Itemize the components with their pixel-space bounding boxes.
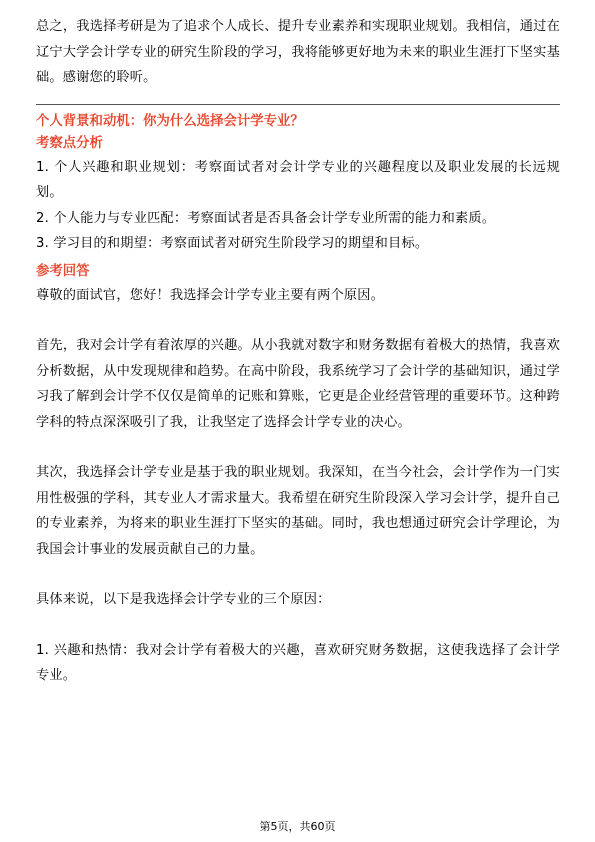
- page-content: [36, 14, 560, 689]
- page-number-footer: 第5页，共60页: [259, 820, 336, 833]
- intro-paragraph: 总之，我选择考研是为了追求个人成长、提升专业素养和实现职业规划。我相信，通过在辽宁大学会计学专业的研究生阶段的学习，我将能够更好地为未来的职业生涯打下坚实基础。感谢您的聆听。: [36, 19, 560, 85]
- spacer: [36, 435, 560, 460]
- spacer: [36, 613, 560, 638]
- answer-paragraph-1: 首先，我对会计学有着浓厚的兴趣。从小我就对数字和财务数据有着极大的热情，我喜欢分析数据，从中发现规律和趋势。在高中阶段，我系统学习了会计学的基础知识，通过学习我了解到会计学不仅仅是简单的记账和算账，它更是企业经营管理的重要环节。这种跨学科的特点深深吸引了我，让我坚定了选择会计学专业的决心。: [36, 338, 560, 430]
- analysis-title: 考察点分析: [36, 135, 103, 151]
- answer-paragraph-4: 1. 兴趣和热情：我对会计学有着极大的兴趣，喜欢研究财务数据，这使我选择了会计学专业。: [36, 642, 560, 683]
- analysis-item-3: 3. 学习目的和期望：考察面试者对研究生阶段学习的期望和目标。: [36, 236, 429, 251]
- spacer: [36, 308, 560, 333]
- analysis-item-2: 2. 个人能力与专业匹配：考察面试者是否具备会计学专业所需的能力和素质。: [36, 210, 496, 226]
- spacer: [36, 562, 560, 587]
- analysis-item-1: 1. 个人兴趣和职业规划：考察面试者对会计学专业的兴趣程度以及职业发展的长远规划。: [36, 159, 560, 200]
- answer-paragraph-3: 具体来说，以下是我选择会计学专业的三个原因：: [36, 592, 331, 607]
- answer-paragraph-2: 其次，我选择会计学专业是基于我的职业规划。我深知，在当今社会，会计学作为一门实用性极强的学科，其专业人才需求量大。我希望在研究生阶段深入学习会计学，提升自己的专业素养，为将来的职业生涯打下坚实的基础。同时，我也想通过研究会计学理论，为我国会计事业的发展贡献自己的力量。: [36, 465, 560, 557]
- question-title: 个人背景和动机：你为什么选择会计学专业？: [36, 113, 304, 129]
- answer-greeting: 尊敬的面试官，您好！我选择会计学专业主要有两个原因。: [36, 287, 385, 303]
- divider: [36, 104, 560, 105]
- answer-title: 参考回答: [36, 263, 90, 279]
